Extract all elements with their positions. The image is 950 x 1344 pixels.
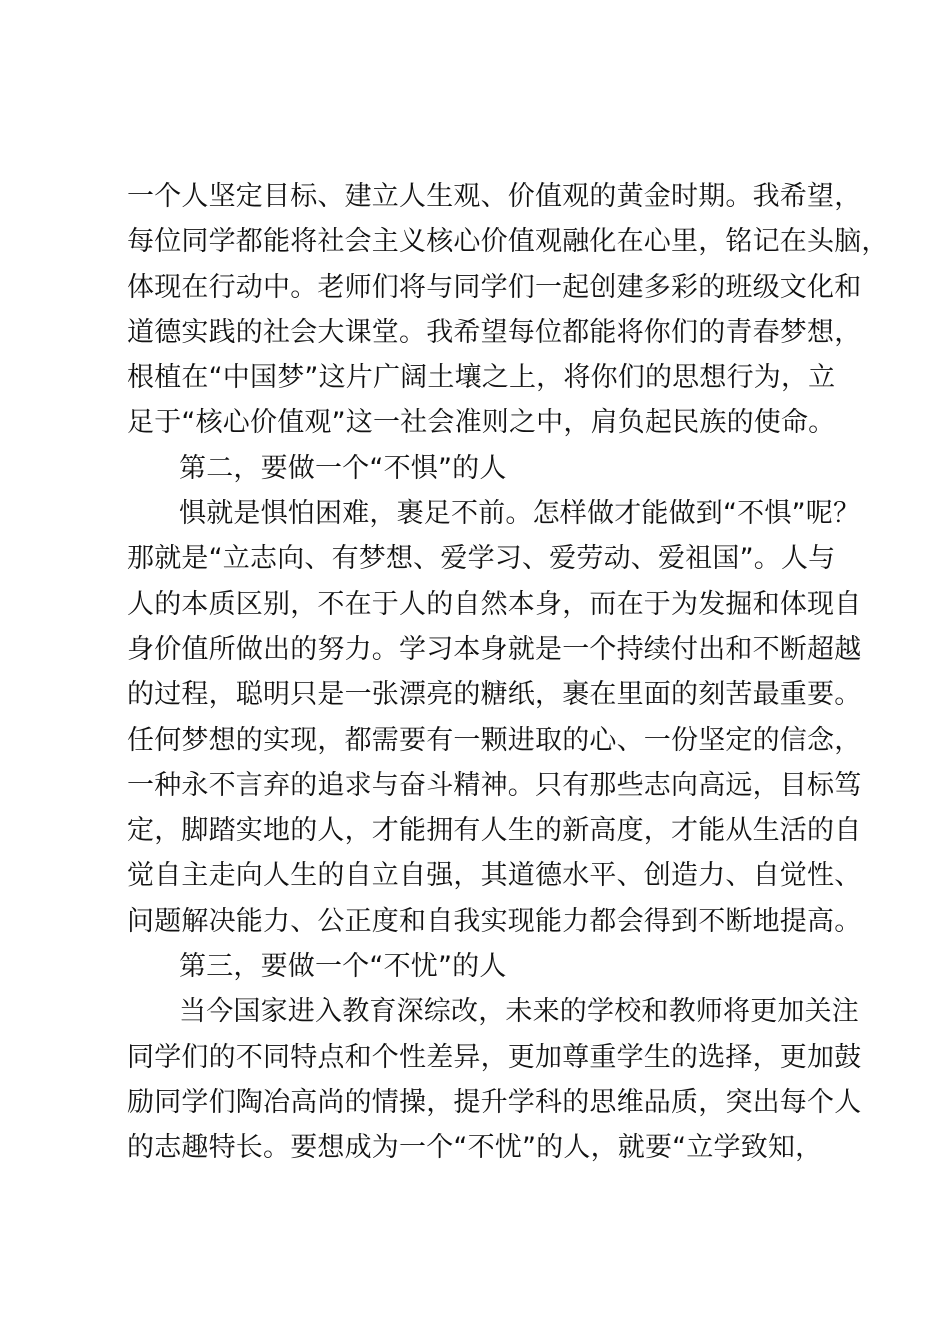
text-line: 任何梦想的实现，都需要有一颗进取的心、一份坚定的信念，	[127, 724, 862, 756]
section-heading: 第三，要做一个“不忧”的人	[179, 951, 507, 983]
text-line: 一个人坚定目标、建立人生观、价值观的黄金时期。我希望，	[127, 181, 862, 212]
section-heading: 第二，要做一个“不惧”的人	[179, 452, 507, 484]
paragraph-start-line: 惧就是惧怕困难，裹足不前。怎样做才能做到“不惧”呢？	[179, 498, 861, 530]
text-line: 问题解决能力、公正度和自我实现能力都会得到不断地提高。	[127, 905, 862, 937]
text-line: 身价值所做出的努力。学习本身就是一个持续付出和不断超越	[127, 633, 862, 665]
text-line: 一种永不言弃的追求与奋斗精神。只有那些志向高远，目标笃	[127, 769, 862, 801]
text-line: 同学们的不同特点和个性差异，更加尊重学生的选择，更加鼓	[127, 1041, 862, 1073]
text-line: 道德实践的社会大课堂。我希望每位都能将你们的青春梦想，	[127, 316, 862, 348]
text-line: 足于“核心价值观”这一社会准则之中，肩负起民族的使命。	[127, 407, 836, 439]
text-line: 每位同学都能将社会主义核心价值观融化在心里，铭记在头脑，	[127, 226, 889, 258]
paragraph-start-line: 当今国家进入教育深综改，未来的学校和教师将更加关注	[179, 996, 859, 1028]
text-line: 那就是“立志向、有梦想、爱学习、爱劳动、爱祖国”。人与	[127, 543, 836, 575]
text-line: 的志趣特长。要想成为一个“不忧”的人，就要“立学致知，	[127, 1132, 823, 1164]
text-line: 的过程，聪明只是一张漂亮的糖纸，裹在里面的刻苦最重要。	[127, 679, 862, 711]
text-line: 人的本质区别，不在于人的自然本身，而在于为发掘和体现自	[127, 588, 862, 620]
text-line: 励同学们陶冶高尚的情操，提升学科的思维品质，突出每个人	[127, 1086, 862, 1118]
text-line: 体现在行动中。老师们将与同学们一起创建多彩的班级文化和	[127, 271, 862, 303]
text-line: 觉自主走向人生的自立自强，其道德水平、创造力、自觉性、	[127, 860, 862, 892]
text-line: 根植在“中国梦”这片广阔土壤之上，将你们的思想行为，立	[127, 362, 836, 394]
text-line: 定，脚踏实地的人，才能拥有人生的新高度，才能从生活的自	[127, 815, 862, 847]
body-text	[127, 174, 889, 1171]
